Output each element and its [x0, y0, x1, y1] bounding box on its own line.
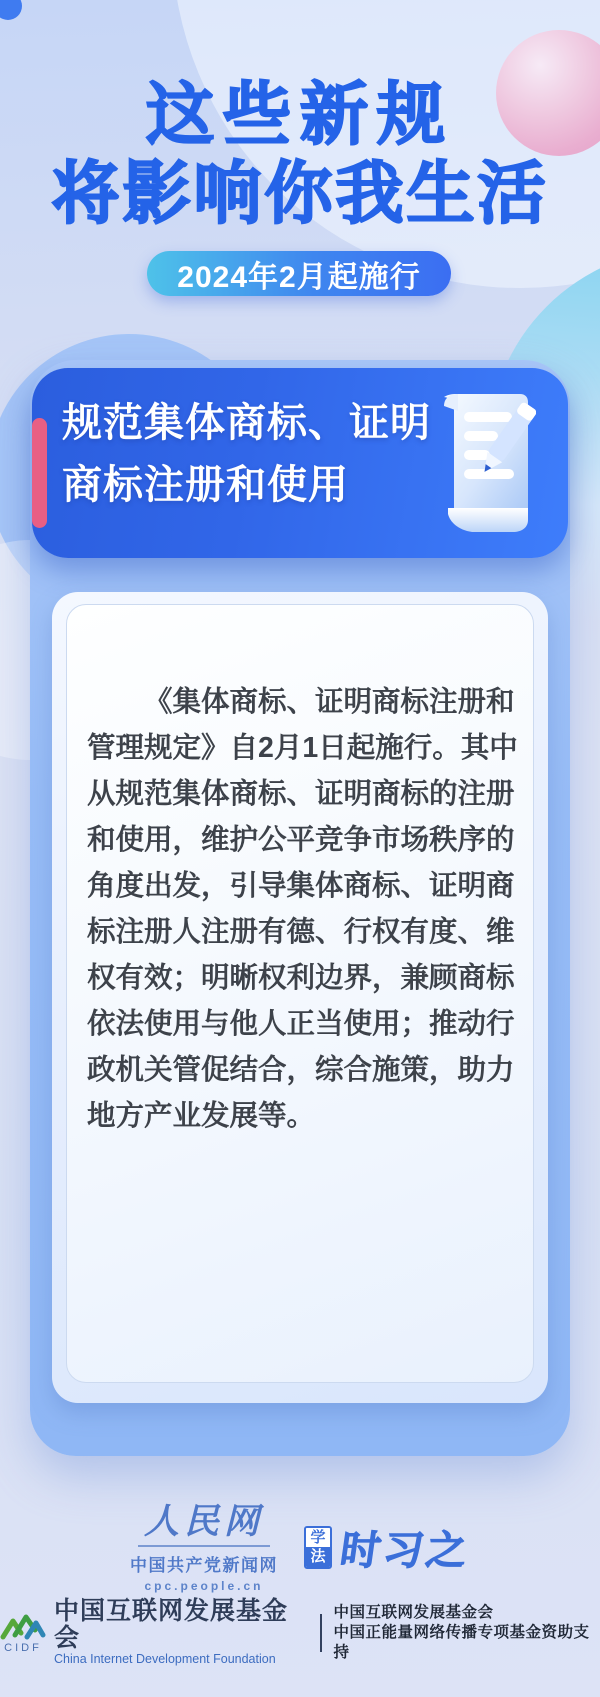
cpc-news-site-url: cpc.people.cn [144, 1579, 264, 1593]
footer-logos-row [0, 1502, 600, 1593]
funding-support-line1: 中国互联网发展基金会 [333, 1603, 494, 1621]
regulation-title-line2: 商标注册和使用 [62, 463, 349, 507]
hero-title-line1: 这些新规 [145, 77, 454, 153]
cidf-logo-block [0, 1598, 308, 1667]
cidf-name-en: China Internet Development Foundation [54, 1652, 276, 1666]
regulation-body-text: 《集体商标、证明商标注册和管理规定》自2月1日起施行。其中从规范集体商标、证明商标的注册和使用，维护公平竞争市场秩序的角度出发，引导集体商标、证明商标注册人注册有德、行权有度、维权有效；明晰权利边界，兼顾商标依法使用与他人正当使用；推动行政机关管促结合，综合施策，助力地方产业发展等。 [87, 686, 518, 1132]
regulation-title-line1: 规范集体商标、证明 [62, 401, 431, 445]
funding-support-line2: 中国正能量网络传播专项基金资助支持 [333, 1623, 590, 1661]
decor-blue-dot [0, 0, 22, 20]
effective-date-text: 2024年2月起施行 [177, 260, 421, 294]
hero-title [0, 76, 600, 234]
footer-credits-row [0, 1598, 600, 1667]
xuefa-badge-bottom: 法 [306, 1547, 330, 1567]
effective-date-badge [147, 251, 451, 296]
cidf-mountains-icon [0, 1611, 46, 1654]
shixizhi-wordmark: 时习之 [337, 1529, 473, 1573]
content-panel [52, 592, 548, 1403]
xuefa-badge-top: 学 [306, 1528, 330, 1547]
regulation-card [30, 360, 570, 1456]
hero-title-line2: 将影响你我生活 [51, 156, 549, 232]
regulation-card-header [32, 368, 568, 558]
xuefa-badge [304, 1526, 332, 1569]
document-pencil-icon [440, 388, 536, 538]
cpc-news-site-name: 中国共产党新闻网 [130, 1556, 278, 1575]
content-panel-inner [66, 604, 534, 1383]
footer-vertical-divider [320, 1614, 322, 1652]
header-accent-bar [32, 418, 47, 528]
cidf-name-cn: 中国互联网发展基金会 [54, 1597, 289, 1652]
regulation-title [62, 392, 431, 516]
people-net-divider [138, 1545, 270, 1547]
cidf-names [54, 1598, 308, 1667]
cidf-abbr: CIDF [4, 1642, 42, 1654]
people-net-calligraphy: 人民网 [143, 1501, 264, 1542]
peoples-daily-online-logo [130, 1502, 278, 1593]
funding-support-text [334, 1603, 600, 1663]
xuefa-shixizhi-logo [304, 1519, 473, 1576]
